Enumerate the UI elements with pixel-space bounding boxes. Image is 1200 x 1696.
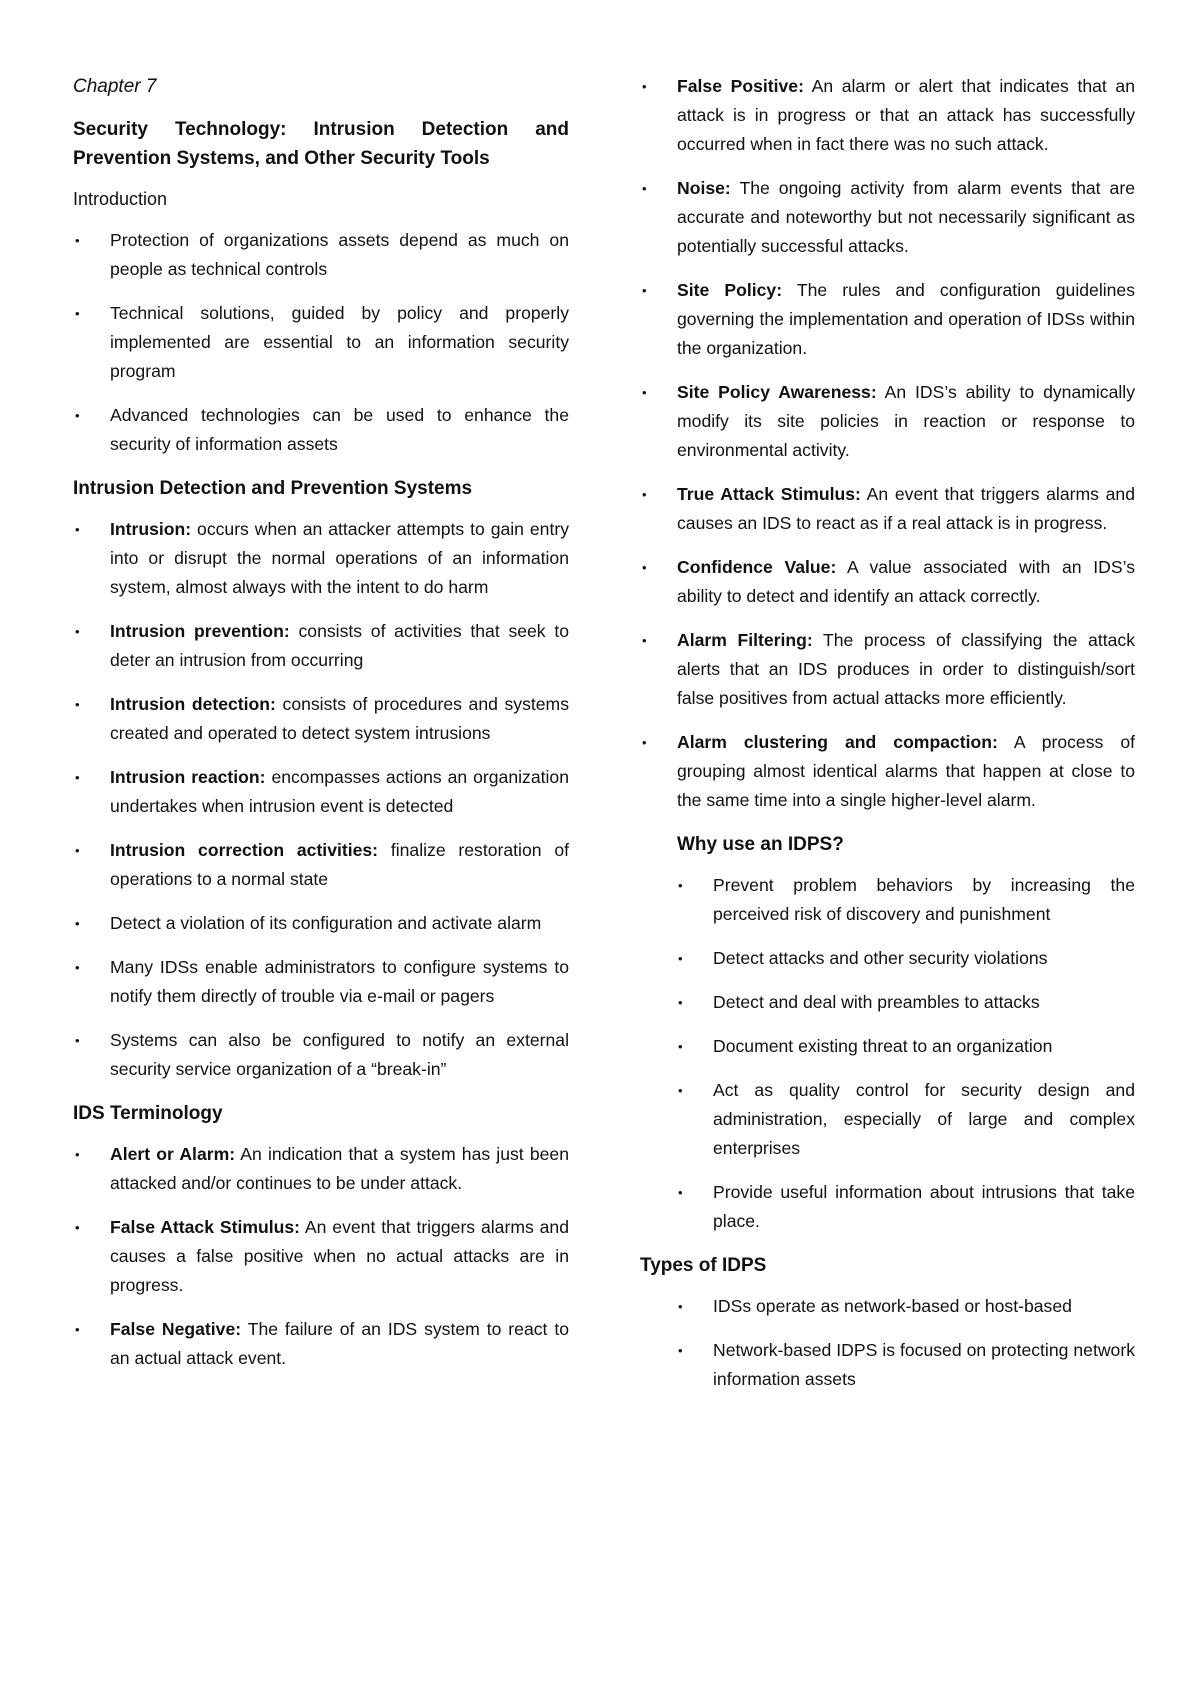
why-heading: Why use an IDPS? — [677, 834, 844, 855]
term-label: Alert or Alarm: — [110, 1144, 236, 1164]
term-description: The failure of an IDS system to react to an actual attack event. — [110, 1319, 569, 1368]
bullet-icon: • — [678, 951, 683, 966]
list-item — [640, 1336, 1135, 1394]
term-description: consists of procedures and systems created and operated to detect system intrusions — [110, 694, 570, 743]
bullet-icon: • — [75, 960, 80, 975]
term-label: Confidence Value: — [677, 557, 837, 577]
bullet-icon: • — [75, 1147, 80, 1162]
term-description: A process of grouping almost identical alarms that happen at close to the same time into a single higher-level alarm. — [677, 732, 1135, 810]
term-description: An event that triggers alarms and causes a false positive when no actual attacks are in progress. — [110, 1217, 569, 1295]
list-item — [640, 871, 1135, 929]
term-description: An IDS’s ability to dynamically modify its site policies in reaction or response to environmental activity. — [677, 382, 1135, 460]
definition-item — [640, 72, 1135, 159]
list-item — [73, 226, 569, 284]
list-item — [640, 1292, 1135, 1321]
list-item-text: Advanced technologies can be used to enhance the security of information assets — [110, 405, 569, 454]
bullet-icon: • — [75, 843, 80, 858]
bullet-icon: • — [75, 770, 80, 785]
list-item-text: Network-based IDPS is focused on protecting network information assets — [713, 1340, 1135, 1389]
definition-item — [73, 1213, 569, 1300]
term-label: False Negative: — [110, 1319, 242, 1339]
definition-item — [73, 763, 569, 821]
idps-list — [73, 515, 569, 1084]
definition-item — [73, 617, 569, 675]
list-item — [640, 1076, 1135, 1163]
term-description: occurs when an attacker attempts to gain entry into or disrupt the normal operations of an information system, almost always with the intent to do harm — [110, 519, 569, 597]
definition-item — [640, 174, 1135, 261]
term-label: False Positive: — [677, 76, 804, 96]
bullet-icon: • — [75, 522, 80, 537]
bullet-icon: • — [678, 1299, 683, 1314]
chapter-label: Chapter 7 — [73, 76, 157, 97]
bullet-icon: • — [75, 306, 80, 321]
bullet-icon: • — [75, 916, 80, 931]
bullet-icon: • — [75, 233, 80, 248]
definition-item — [640, 276, 1135, 363]
why-list — [640, 871, 1135, 1236]
list-item-text: Technical solutions, guided by policy and properly implemented are essential to an information security program — [110, 303, 569, 381]
types-list — [640, 1292, 1135, 1394]
definition-item — [73, 1026, 569, 1084]
bullet-icon: • — [678, 1083, 683, 1098]
bullet-icon: • — [642, 487, 647, 502]
term-description: An event that triggers alarms and causes an IDS to react as if a real attack is in progress. — [677, 484, 1135, 533]
document-title: Security Technology: Intrusion Detection and Prevention Systems, and Other Security Tools — [73, 119, 569, 169]
term-label: Alarm Filtering: — [677, 630, 813, 650]
term-description: finalize restoration of operations to a normal state — [110, 840, 569, 889]
list-item-text: Prevent problem behaviors by increasing the perceived risk of discovery and punishment — [713, 875, 1135, 924]
list-item — [640, 1178, 1135, 1236]
bullet-icon: • — [75, 1220, 80, 1235]
definition-item — [640, 728, 1135, 815]
definition-item — [73, 953, 569, 1011]
bullet-icon: • — [75, 697, 80, 712]
term-description: Detect a violation of its configuration and activate alarm — [110, 913, 542, 933]
term-description: Systems can also be configured to notify an external security service organization of a “break-in” — [110, 1030, 569, 1079]
definition-item — [73, 1315, 569, 1373]
definition-item — [73, 909, 569, 938]
list-item — [640, 944, 1135, 973]
list-item-text: IDSs operate as network-based or host-based — [713, 1296, 1072, 1316]
list-item-text: Detect and deal with preambles to attacks — [713, 992, 1040, 1012]
list-item — [640, 988, 1135, 1017]
bullet-icon: • — [642, 560, 647, 575]
term-label: Intrusion prevention: — [110, 621, 290, 641]
types-heading: Types of IDPS — [640, 1255, 767, 1276]
term-label: Intrusion reaction: — [110, 767, 266, 787]
term-label: True Attack Stimulus: — [677, 484, 861, 504]
list-item-text: Detect attacks and other security violations — [713, 948, 1048, 968]
idps-heading: Intrusion Detection and Prevention Systems — [73, 478, 473, 499]
definition-item — [640, 626, 1135, 713]
terminology-list-right — [640, 72, 1135, 815]
term-description: The process of classifying the attack alerts that an IDS produces in order to distinguish/sort false positives from actual attacks more efficiently. — [677, 630, 1135, 708]
term-description: encompasses actions an organization undertakes when intrusion event is detected — [110, 767, 569, 816]
list-item-text: Provide useful information about intrusions that take place. — [713, 1182, 1135, 1231]
bullet-icon: • — [642, 735, 647, 750]
definition-item — [73, 515, 569, 602]
term-label: Site Policy Awareness: — [677, 382, 877, 402]
term-description: consists of activities that seek to deter an intrusion from occurring — [110, 621, 570, 670]
left-column — [73, 72, 569, 1388]
list-item — [73, 299, 569, 386]
definition-item — [640, 480, 1135, 538]
bullet-icon: • — [678, 1185, 683, 1200]
term-description: An alarm or alert that indicates that an attack is in progress or that an attack has successfully occurred when in fact there was no such attack. — [677, 76, 1135, 154]
term-description: A value associated with an IDS’s ability to detect and identify an attack correctly. — [677, 557, 1135, 606]
definition-item — [73, 836, 569, 894]
term-label: Site Policy: — [677, 280, 783, 300]
definition-item — [73, 690, 569, 748]
definition-item — [73, 1140, 569, 1198]
term-label: Intrusion detection: — [110, 694, 276, 714]
bullet-icon: • — [642, 283, 647, 298]
term-description: Many IDSs enable administrators to configure systems to notify them directly of trouble via e-mail or pagers — [110, 957, 569, 1006]
definition-item — [640, 378, 1135, 465]
list-item-text: Act as quality control for security design and administration, especially of large and complex enterprises — [713, 1080, 1135, 1158]
definition-item — [640, 553, 1135, 611]
term-description: The ongoing activity from alarm events that are accurate and noteworthy but not necessarily significant as potentially successful attacks. — [677, 178, 1135, 256]
list-item — [73, 401, 569, 459]
list-item — [640, 1032, 1135, 1061]
term-description: The rules and configuration guidelines governing the implementation and operation of IDSs within the organization. — [677, 280, 1136, 358]
bullet-icon: • — [678, 878, 683, 893]
bullet-icon: • — [642, 385, 647, 400]
terminology-heading: IDS Terminology — [73, 1103, 223, 1124]
right-column — [640, 72, 1135, 1409]
bullet-icon: • — [642, 79, 647, 94]
bullet-icon: • — [642, 181, 647, 196]
bullet-icon: • — [642, 633, 647, 648]
terminology-list-left — [73, 1140, 569, 1373]
bullet-icon: • — [75, 1033, 80, 1048]
term-label: Intrusion: — [110, 519, 192, 539]
term-label: False Attack Stimulus: — [110, 1217, 301, 1237]
bullet-icon: • — [678, 995, 683, 1010]
bullet-icon: • — [75, 624, 80, 639]
term-label: Noise: — [677, 178, 731, 198]
introduction-heading: Introduction — [73, 189, 168, 209]
term-label: Intrusion correction activities: — [110, 840, 379, 860]
introduction-list — [73, 226, 569, 459]
term-label: Alarm clustering and compaction: — [677, 732, 998, 752]
list-item-text: Document existing threat to an organization — [713, 1036, 1053, 1056]
list-item-text: Protection of organizations assets depend as much on people as technical controls — [110, 230, 569, 279]
term-description: An indication that a system has just been attacked and/or continues to be under attack. — [110, 1144, 569, 1193]
bullet-icon: • — [678, 1343, 683, 1358]
bullet-icon: • — [678, 1039, 683, 1054]
bullet-icon: • — [75, 1322, 80, 1337]
bullet-icon: • — [75, 408, 80, 423]
